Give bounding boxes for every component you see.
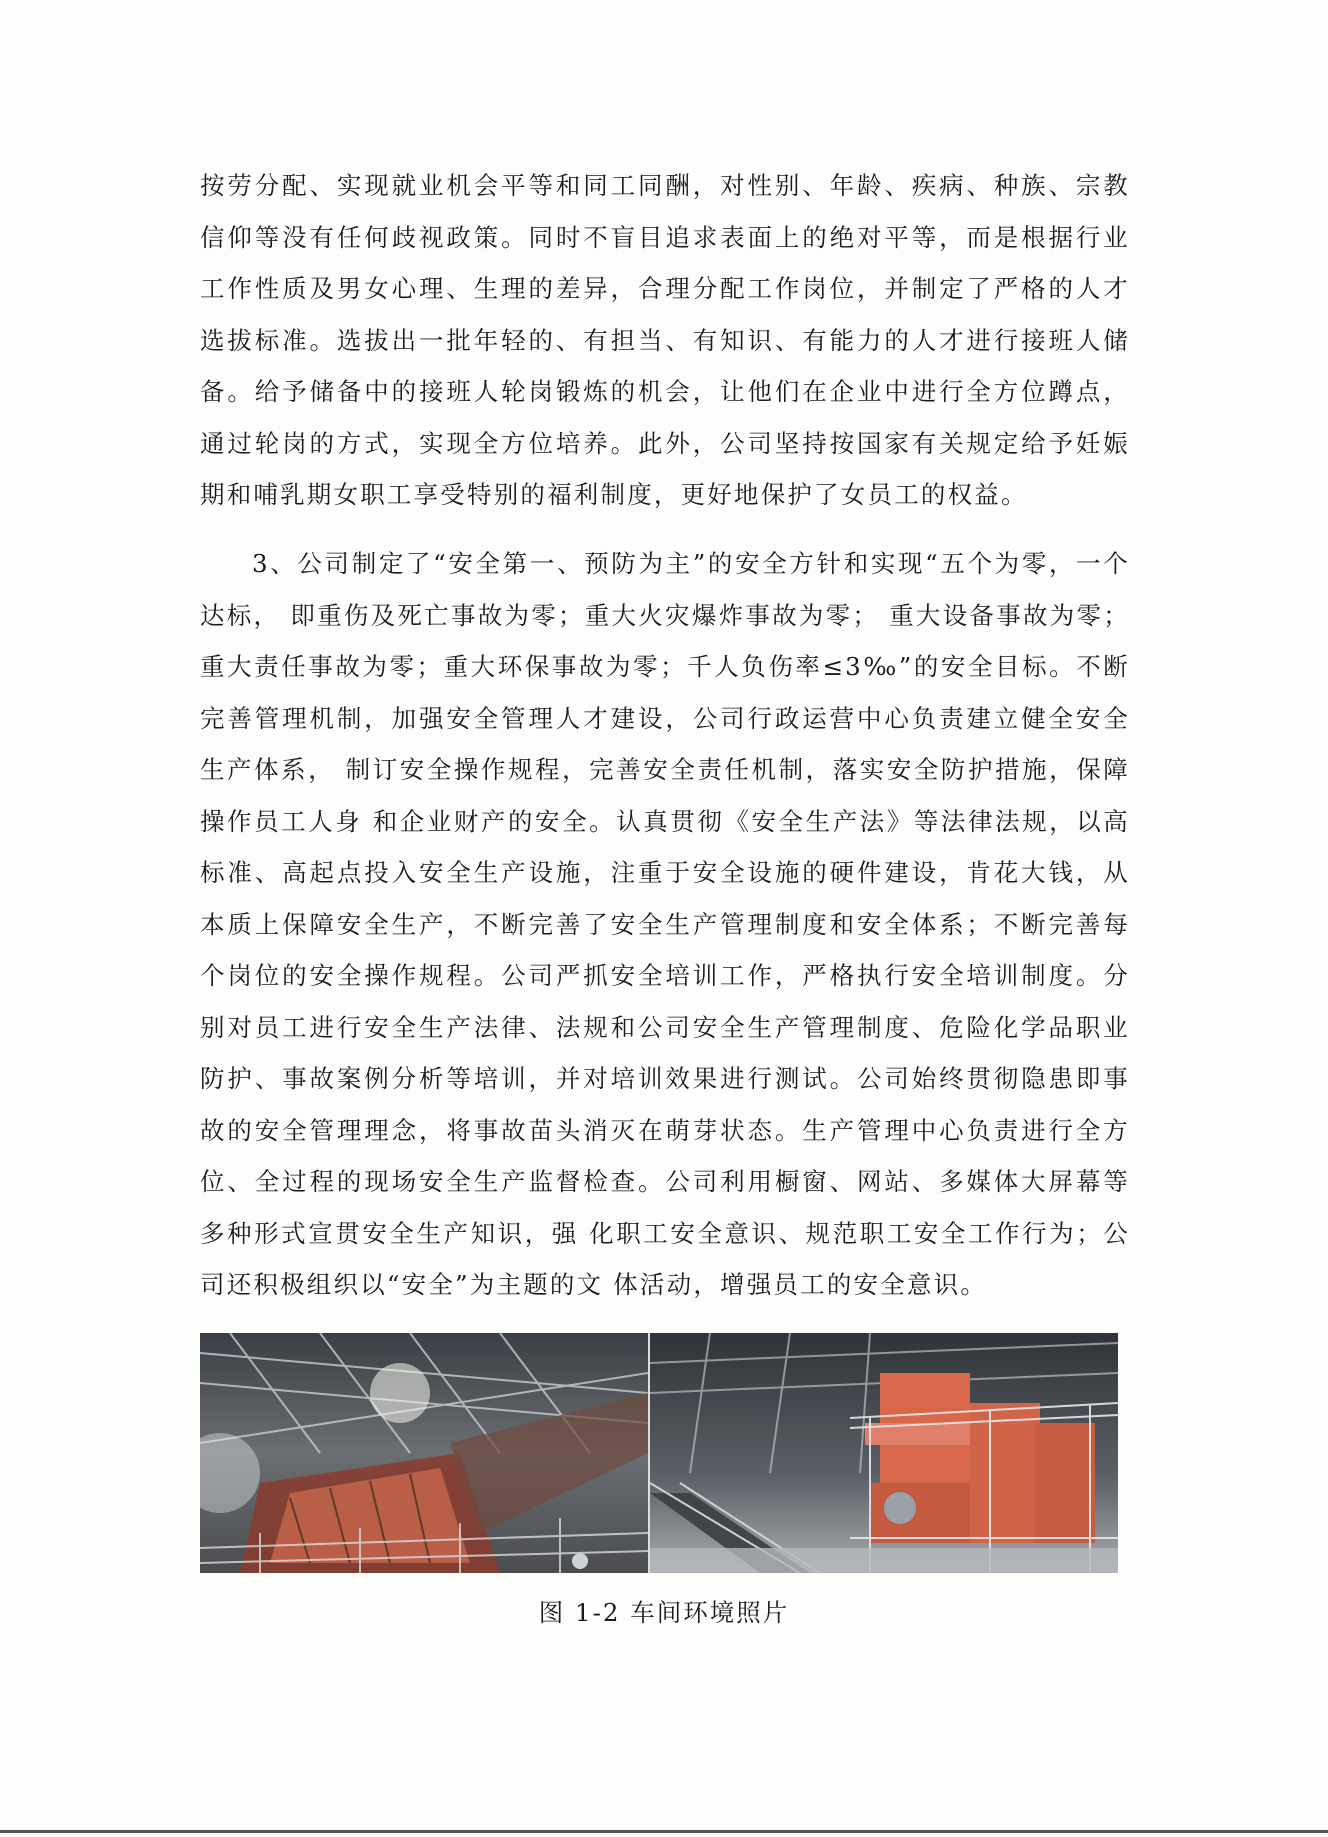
workshop-photo-figure — [200, 1333, 1118, 1573]
body-paragraph-equal-employment: 按劳分配、实现就业机会平等和同工同酬，对性别、年龄、疾病、种族、宗教信仰等没有任何歧视政策。同时不盲目追求表面上的绝对平等，而是根据行业工作性质及男女心理、生理的差异，合理分配工作岗位，并制定了严格的人才选拔标准。选拔出一批年轻的、有担当、有知识、有能力的人才进行接班人储备。给予储备中的接班人轮岗锻炼的机会，让他们在企业中进行全方位蹲点，通过轮岗的方式，实现全方位培养。此外，公司坚持按国家有关规定给予妊娠期和哺乳期女职工享受特别的福利制度，更好地保护了女员工的权益。 — [200, 171, 1130, 509]
workshop-photo-conveyor — [200, 1333, 648, 1573]
page-bottom-edge — [0, 1830, 1328, 1833]
body-paragraph-safety-policy: 3、公司制定了“安全第一、预防为主”的安全方针和实现“五个为零，一个达标， 即重伤及死亡事故为零；重大火灾爆炸事故为零； 重大设备事故为零；重大责任事故为零；重大环保事故为零；千人负伤率≤3‰”的安全目标。不断完善管理机制，加强安全管理人才建设，公司行政运营中心负责建立健全安全生产体系， 制订安全操作规程，完善安全责任机制，落实安全防护措施，保障操作员工人身 和企业财产的安全。认真贯彻《安全生产法》等法律法规，以高标准、高起点投入安全生产设施，注重于安全设施的硬件建设，肯花大钱，从本质上保障安全生产，不断完善了安全生产管理制度和安全体系；不断完善每个岗位的安全操作规程。公司严抓安全培训工作，严格执行安全培训制度。分别对员工进行安全生产法律、法规和公司安全生产管理制度、危险化学品职业防护、事故案例分析等培训，并对培训效果进行测试。公司始终贯彻隐患即事故的安全管理理念，将事故苗头消灭在萌芽状态。生产管理中心负责进行全方位、全过程的现场安全生产监督检查。公司利用橱窗、网站、多媒体大屏幕等多种形式宣贯安全生产知识，强 化职工安全意识、规范职工安全工作行为；公司还积极组织以“安全”为主题的文 体活动，增强员工的安全意识。 — [200, 549, 1130, 1299]
figure-caption: 图 1-2 车间环境照片 — [538, 1598, 790, 1627]
workshop-photo-crusher — [650, 1333, 1118, 1573]
